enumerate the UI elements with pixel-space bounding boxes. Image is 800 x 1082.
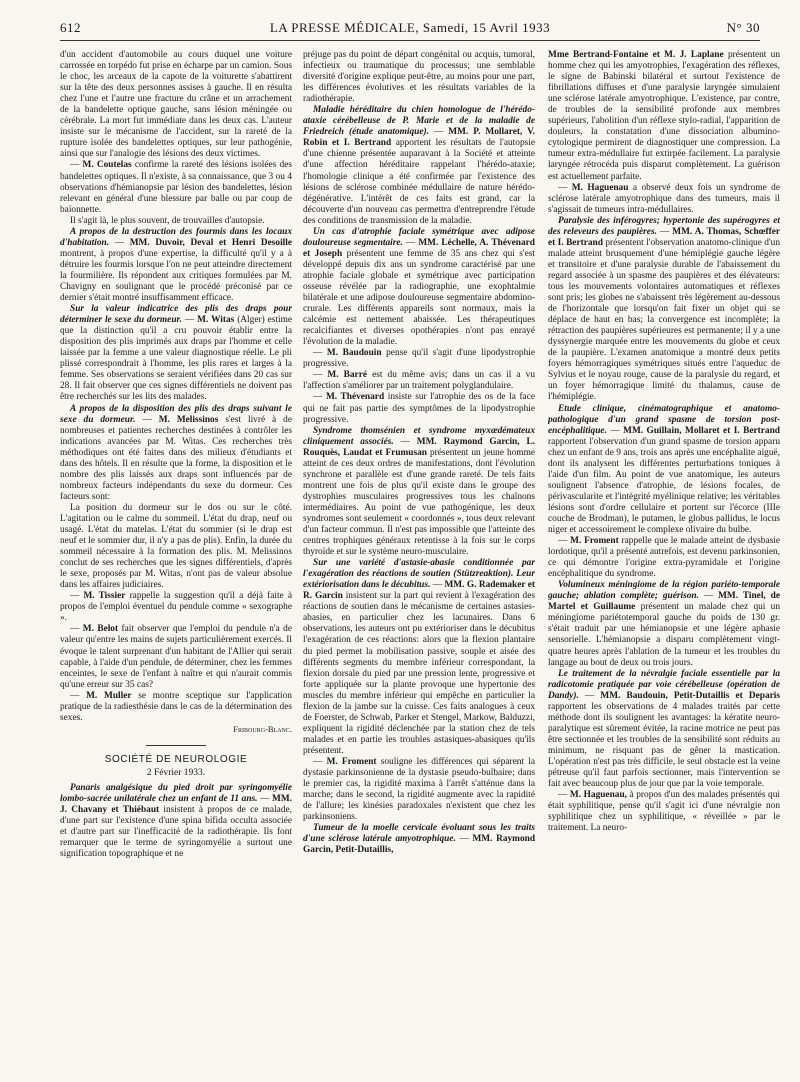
section-divider [146,745,206,746]
paragraph: Le traitement de la névralgie faciale essentielle par la radicotomie pratiquée par voie cérébelleuse (opération de Dandy). — MM. Baudouin, Petit-Dutaillis et Deparis rapportent les observations de 4 malades traités par cette méthode dont ils soulignent les avantages: la kératite neuro-paralytique est sûrement évitée, la racine motrice ne peut pas être sectionnée et les troubles de la sensibilité sont réduits au minimum, ne risquant pas de gêner la mastication. L'opération n'est pas très difficile, le seul obstacle est la veine pétreuse qu'il faut parfois sectionner, mais l'intervention se fait avec beaucoup plus de jour que par la voie temporale. [548,668,780,790]
paragraph: — M. Haguenau, à propos d'un des malades présentés qui était syphilitique, pense qu'il s'agit ici d'une névralgie non syphilitique chez un syphilitique, « réveillée » par le traitement. La neuro- [548,790,780,834]
column-2 [303,50,535,1072]
article-heading: Syndrome thomsénien et syndrome myxœdémateux cliniquement associés. [303,425,535,447]
speaker-name: MM. J. Chavany et Thiébaut [60,794,292,816]
speaker-name: M. Muller [86,690,132,701]
article-heading: Le traitement de la névralgie faciale essentielle par la radicotomie pratiquée par voie cérébelleuse (opération de Dandy). [548,668,780,701]
paragraph: La position du dormeur sur le dos ou sur le côté. L'agitation ou le calme du sommeil. L'état du drap, neuf ou usagé. L'état du matelas. L'état du sommier (si le drap est neuf et le sommier dur, il n'y a pas de plis). Enfin, la durée du sommeil nécessaire à la formation des plis. M. Melissinos conclut de ses recherches que les signes différentiels, d'après le sexe, proposés par M. Witas, n'ont pas de valeur absolue dans les affaires judiciaires. [60,502,292,591]
masthead-title: LA PRESSE MÉDICALE, Samedi, 15 Avril 1933 [269,20,551,35]
article-heading: Volumineux méningiome de la région pariéto-temporale gauche; ablation complète; guérison. [548,580,780,602]
paragraph-text: présentent un homme chez qui les amyotrophies, l'exagération des réflexes, le signe de Babinski bilatéral et surtout l'existence de fibrillations diffuses et d'une paralysie laryngée simulaient une sclérose latérale amyotrophique. L'existence, par contre, de troubles de la sensibilité profonde aux membres supérieurs, l'abolition d'un réflexe stylo-radial, l'apparition de douleurs, la constatation d'une dissociation albumino-cytologique permirent de diagnostiquer une compression. La tumeur extra-médullaire fut extirpée facilement. La paralysie laryngée rétrocéda puis disparut complètement. La guérison est actuellement parfaite. [548,50,780,182]
paragraph: — M. Froment souligne les différences qui séparent la dystasie parkinsonienne de la dystasie pseudo-bulbaire; dans le premier cas, la rigidité maxima à l'arrêt s'atténue dans la marche; dans le second, la rigidité augmente avec la rapidité de l'allure; les kinésies paradoxales n'existent que chez les parkinsoniens. [303,757,535,823]
paragraph-text: rappelle que le malade atteint de dysbasie lordotique, qu'il a présenté autrefois, est devenu parkinsonien, ce qui démontre l'origine extra-pyramidale et l'origine encéphalitique du syndrome. [548,536,780,580]
paragraph: Volumineux méningiome de la région pariéto-temporale gauche; ablation complète; guérison. — MM. Tinel, de Martel et Guillaume présentent un malade chez qui un méningiome pariétotemporal gauche du poids de 130 gr. s'était traduit par une hémianopsie et une légère aphasie sensorielle. L'hémianopsie a disparu complètement vingt-quatre heures après l'ablation de la tumeur et les troubles du langage au bout de deux ou trois jours. [548,580,780,668]
paragraph-text: a observé deux fois un syndrome de sclérose latérale amyotrophique dans des tumeurs, mais il s'agissait de tumeurs intra-médullaires. [548,182,780,215]
speaker-name: MM. Tinel, de Martel et Guillaume [548,591,780,613]
paragraph: — M. Coutelas confirme la rareté des lésions isolées des bandelettes optiques. Il n'existe, à sa connaissance, que 3 ou 4 observations d'hémianopsie par lésion des bandelettes, lésion relevant en général d'une blessure par balle ou par coup de baïonnette. [60,160,292,215]
paragraph: Syndrome thomsénien et syndrome myxœdémateux cliniquement associés. — MM. Raymond Garcin, L. Rouquès, Laudat et Frumusan présentent un jeune homme atteint de ces deux ordres de manifestations, dont l'évolution synchrone et parallèle est d'une grande rareté. De tels faits montrent une fois de plus qu'il existe dans le groupe des dystrophies musculaires progressives tous les chaînons intermédiaires. Au point de vue pathogénique, les deux syndromes sont seulement « coordonnés », tous deux relevant d'un facteur commun. Il n'est pas impossible que l'atteinte des centres trophiques généraux retentisse à la fois sur le corps thyroïde et sur le système neuro-musculaire. [303,425,535,558]
article-heading: Tumeur de la moelle cervicale évoluant sous les traits d'une sclérose latérale amyotrophique. [303,823,535,845]
paragraph: A propos de la destruction des fourmis dans les locaux d'habitation. — MM. Duvoir, Deval et Henri Desoille montrent, à propos d'une expertise, la difficulté qu'il y a à détruire les fourmis lorsque l'on ne peut atteindre directement la fourmilière. Ils répondent aux critiques formulées par M. Chavigny en soulignant que le procédé préconisé par ce dernier s'était montré insuffisamment efficace. [60,226,292,304]
speaker-name: M. Belot [82,624,119,635]
paragraph-text: à propos d'un des malades présentés qui était syphilitique, pense qu'il s'agit ici d'une névralgie non syphilitique chez un syphilitique, « réveillée » par le traitement. La neuro- [548,790,780,834]
speaker-name: MM. Raymond Garcin, L. Rouquès, Laudat et Frumusan [303,436,535,458]
speaker-name: M. Haguenau, [569,790,627,801]
paragraph: Paralysie des inférogyres; hypertonie des supérogyres et des releveurs des paupières. — MM. A. Thomas, Schœffer et I. Bertrand présentent l'observation anatomo-clinique d'un malade atteint brusquement d'une hémiplégie gauche légère et transitoire et d'une paralysie durable de l'abaissement du regard associée à un spasme des paupières et des élévateurs: tous les mouvements volontaires automatiques et réflexes sont pris; les globes ne s'abaissent très légèrement au-dessous de l'horizontale que lorsqu'on fait fixer un objet qui se déplace de haut en bas; la convergence est incomplète; la rétraction des paupières supérieures est permanente; il y a une dyssynergie marquée entre les mouvements du globe et ceux de la paupière. L'examen anatomique a montré deux petits foyers hémorragiques symétriques situés entre l'aqueduc de Sylvius et le noyau rouge, cause de la paralysie du regard, et un foyer hémorragique limité du thalamus, cause de l'hémiplégie. [548,215,780,403]
paragraph-text: est du même avis; dans un cas il a vu l'affection s'améliorer par un traitement polyglandulaire. [303,370,535,392]
paragraph-text: insistent sur la part qui revient à l'exagération des réactions de soutien dans le mécanisme de certaines astasies-abasies, en particulier chez les lacunaires. Dans 6 observations, les auteurs ont pu extérioriser dans le décubitus l'exagération de ces réactions: alors que la flexion plantaire du pied permet la mobilisation passive, souple et aisée des différents segments du membre inférieur correspondant, la flexion dorsale du pied par une pression lente, progressive et forte appliquée sur la plante provoque une hypertonie des muscles du membre inférieur qui empêche en particulier la flexion de la jambe sur la cuisse. Ces faits analogues à ceux de Foerster, de Schwab, Parker et Stengel, Markow, Balduzzi, expliquent la rigidité déclenchée par la station chez de tels malades et en partie les troubles astasiques-abasiques qu'ils présentent. [303,591,535,756]
paragraph: — M. Baudouin pense qu'il s'agit d'une lipodystrophie progressive. [303,348,535,370]
paragraph-text: insiste sur l'atrophie des os de la face qui ne fait pas partie des symptômes de la lipodystrophie progressive. [303,392,535,425]
paragraph-text: fait observer que l'emploi du pendule n'a de valeur qu'entre les mains de sujets particulièrement exercés. Il évoque le talent surprenant d'un habitant de l'Allier qui serait capable, à l'aide d'un pendule, de déterminer, chez les femmes enceintes, le sexe de l'enfant à naître et qui n'aurait commis qu'une erreur sur 35 cas? [60,624,292,690]
paragraph-text: pense qu'il s'agit d'une lipodystrophie progressive. [303,348,535,370]
speaker-name: MM. Baudouin, Petit-Dutaillis et Deparis [600,690,780,701]
paragraph: Tumeur de la moelle cervicale évoluant sous les traits d'une sclérose latérale amyotrophique. — MM. Raymond Garcin, Petit-Dutaillis, [303,823,535,856]
article-heading: A propos de la destruction des fourmis dans les locaux d'habitation. [60,226,292,248]
speaker-name: MM. Léchelle, A. Thévenard et Joseph [303,237,535,259]
paragraph: Etude clinique, cinématographique et anatomo-pathologique d'un grand spasme de torsion post-encéphalitique. — MM. Guillain, Mollaret et I. Bertrand rapportent l'observation d'un grand spasme de torsion apparu chez un enfant de 9 ans, trois ans après une encéphalite aiguë, dont ils analysent les différentes perturbations toniques à l'aide d'un film. Au point de vue anatomique, les auteurs soulignent l'absence d'atrophie, de lésions focales, de périvascularite et l'intégrité myélinique relative; les véritables lésions sont d'ordre cellulaire et portent sur l'écorce (IIIe couche de Brodman), le putamen, le globus pallidus, le locus niger et accessoirement le complexe olivaire du bulbe. [548,403,780,536]
issue-number: N° 30 [726,20,760,35]
paragraph-text: montrent, à propos d'une expertise, la difficulté qu'il y a à détruire les fourmis lorsque l'on ne peut atteindre directement la fourmilière. Ils répondent aux critiques formulées par M. Chavigny en soulignant que le procédé préconisé par ce dernier s'était montré insuffisamment efficace. [60,248,292,304]
paragraph-text: s'est livré à de nombreuses et patientes recherches destinées à contrôler les indications avancées par M. Witas. Ces recherches très méthodiques ont été faites dans des milieux d'étudiants et dans des hôtels. Il en résulte que la forme, la disposition et le nombre des plis laissés aux draps sont influencés par de nombreux facteurs indépendants du sexe du dormeur. Ces facteurs sont: [60,414,292,502]
paragraph: Il s'agit là, le plus souvent, de trouvailles d'autopsie. [70,215,265,226]
page-number: 612 [60,20,81,35]
speaker-name: MM. A. Thomas, Schœffer et I. Bertrand [548,226,780,248]
paragraph: A propos de la disposition des plis des draps suivant le sexe du dormeur. — M. Melissinos s'est livré à de nombreuses et patientes recherches destinées à contrôler les indications avancées par M. Witas. Ces recherches très méthodiques ont été faites dans des milieux d'étudiants et dans des hôtels. Il en résulte que la forme, la disposition et le nombre des plis laissés aux draps sont influencés par de nombreux facteurs indépendants du sexe du dormeur. Ces facteurs sont: [60,403,292,502]
paragraph: — M. Haguenau a observé deux fois un syndrome de sclérose latérale amyotrophique dans des tumeurs, mais il s'agissait de tumeurs intra-médullaires. [548,182,780,215]
article-heading: A propos de la disposition des plis des draps suivant le sexe du dormeur. [60,403,292,425]
paragraph-text: rapportent l'observation d'un grand spasme de torsion apparu chez un enfant de 9 ans, trois ans après une encéphalite aiguë, dont ils analysent les différentes perturbations toniques à l'aide d'un film. Au point de vue anatomique, les auteurs soulignent l'absence d'atrophie, de lésions focales, de périvascularite et l'intégrité myélinique relative; les véritables lésions sont d'ordre cellulaire et portent sur l'écorce (IIIe couche de Brodman), le putamen, le globus pallidus, le locus niger et accessoirement le complexe olivaire du bulbe. [548,436,780,536]
speaker-name: M. Witas [197,315,235,326]
speaker-name: M. Coutelas [82,160,132,171]
paragraph-text: rapportent les observations de 4 malades traités par cette méthode dont ils soulignent les avantages: la kératite neuro-paralytique est sûrement évitée, la racine motrice ne peut pas être sectionnée et les troubles de la sensibilité sont réduits au minimum, ne risquant pas de gêner la mastication. L'opération n'est pas très difficile, le seul obstacle est la veine pétreuse qu'il faut parfois sectionner, mais l'intervention se fait avec beaucoup plus de jour que par la voie temporale. [548,701,780,790]
section-date: 2 Février 1933. [146,767,206,778]
speaker-name: MM. P. Mollaret, V. Robin et I. Bertrand [303,127,535,149]
article-heading: Sur une variété d'astasie-abasie conditionnée par l'exagération des réactions de soutien (Stützreaktion). Leur extériorisation dans le décubitus. [303,558,535,591]
paragraph: Un cas d'atrophie faciale symétrique avec adipose douloureuse segmentaire. — MM. Léchelle, A. Thévenard et Joseph présentent une femme de 35 ans chez qui s'est développé depuis dix ans un syndrome caractérisé par une atrophie faciale globale et symétrique avec participation osseuse révélée par la radiographie, une exophtalmie bilatérale et une adipose douloureuse segmentaire abdomino-crurale. Les différents appareils sont normaux, mais la calcémie est nettement abaissée. Les thérapeutiques recalcifiantes et diverses opothérapies n'ont pas enrayé l'évolution de la maladie. [303,226,535,348]
speaker-name: M. Thévenard [325,392,385,403]
paragraph [548,50,780,183]
paragraph: — M. Thévenard insiste sur l'atrophie des os de la face qui ne fait pas partie des symptômes de la lipodystrophie progressive. [303,392,535,425]
paragraph: préjuge pas du point de départ congénital ou acquis, tumoral, infectieux ou traumatique du processus; une semblable diversité d'origine explique peut-être, au moins pour une part, les différences évolutives et les résultats variables de la radiothérapie. [303,50,535,105]
speaker-name: M. Barré [327,370,367,381]
paragraph-text: rappelle la suggestion qu'il a déjà faite à propos de l'emploi éventuel du pendule comme « sexographe ». [60,591,292,624]
paragraph-text: présentent l'observation anatomo-clinique d'un malade atteint brusquement d'une hémiplégie gauche légère et transitoire et d'une paralysie durable de l'abaissement du regard associée à un spasme des paupières et des élévateurs: tous les mouvements volontaires automatiques et réflexes sont pris; les globes ne s'abaissent très légèrement au-dessous de l'horizontale que lorsqu'on fait fixer un objet qui se déplace de haut en bas; la convergence est incomplète; la rétraction des paupières supérieures est permanente; il y a une dyssynergie marquée entre les mouvements du globe et ceux de la paupière. L'examen anatomique a montré deux petits foyers hémorragiques symétriques situés entre l'aqueduc de Sylvius et le noyau rouge, cause de la paralysie du regard, et un foyer hémorragique limité du thalamus, cause de l'hémiplégie. [548,237,780,403]
paragraph-text: insistent à propos de ce malade, d'une part sur l'existence d'une spina bifida occulta associée et d'autre part sur l'inefficacité de la radiothérapie. Ils font remarquer que le terme de syringomyélie a surtout une signification topographique et ne [60,805,292,860]
speaker-name: MM. Duvoir, Deval et Henri Desoille [129,237,292,248]
paragraph: Panaris analgésique du pied droit par syringomyélie lombo-sacrée unilatérale chez un enfant de 11 ans. — MM. J. Chavany et Thiébaut insistent à propos de ce malade, d'une part sur l'existence d'une spina bifida occulta associée et d'autre part sur l'inefficacité de la radiothérapie. Ils font remarquer que le terme de syringomyélie a surtout une signification topographique et ne [60,783,292,860]
section-title: SOCIÉTÉ DE NEUROLOGIE [104,753,248,765]
paragraph: — M. Belot fait observer que l'emploi du pendule n'a de valeur qu'entre les mains de sujets particulièrement exercés. Il évoque le talent surprenant d'un habitant de l'Allier qui serait capable, à l'aide d'un pendule, de déterminer, chez les femmes enceintes, le sexe de l'enfant à naître et qui n'aurait commis qu'une erreur sur 35 cas? [60,624,292,690]
paragraph: — M. Barré est du même avis; dans un cas il a vu l'affection s'améliorer par un traitement polyglandulaire. [303,370,535,392]
page-header [60,18,760,41]
article-heading: Panaris analgésique du pied droit par syringomyélie lombo-sacrée unilatérale chez un enfant de 11 ans. [60,783,292,805]
speaker-name: M. Baudouin [326,348,382,359]
speaker-name: MM. G. Rademaker et R. Garcin [303,580,535,602]
author-signature: Fribourg-Blanc. [233,723,292,734]
speaker-name: M. Froment [326,757,377,767]
speaker-name: M. Melissinos [158,414,219,425]
paragraph: d'un accident d'automobile au cours duquel une voiture carrossée en torpédo fut prise en écharpe par un camion. Sous le choc, les arceaux de la capote de la voiturette s'abattirent sur la tête des deux personnes assises à gauche. Il en résulta chez l'une et l'autre une fracture du crâne et un arrachement de la bandelette optique gauche, sans lésion méningée ou cérébrale. La mort fut immédiate dans les deux cas. L'auteur insiste sur le mécanisme de l'accident, sur la rareté de la rupture isolée des bandelettes optiques, sur leur pathogénie, ainsi que sur l'analogie des lésions des deux victimes. [60,50,292,160]
paragraph-text: (Alger) estime que la distinction qu'il a cru pouvoir établir entre la disposition des plis imprimés aux draps par l'homme et celle laissée par la femme a une valeur diagnostique réelle. Le pli plissé correspondrait à l'homme, les plis rares et larges à la femme. Ses observations se seraient vérifiées dans 20 cas sur 28. Il fait observer que ces signes différentiels ne doivent pas être recherchés sur les lits des malades. [60,315,292,403]
speaker-name: M. Tissier [83,591,126,602]
article-heading: Etude clinique, cinématographique et anatomo-pathologique d'un grand spasme de torsion post-encéphalitique. [548,403,780,436]
paragraph-text: se montre sceptique sur l'application pratique de la radiesthésie dans le cas de la détermination des sexes. [60,690,292,723]
speaker-name: MM. Guillain, Mollaret et I. Bertrand [623,425,780,436]
speaker-name: Mme Bertrand-Fontaine et M. J. Laplane [548,50,724,60]
paragraph-text: présentent un jeune homme atteint de ces deux ordres de manifestations, dont l'évolution synchrone et parallèle est d'une grande rareté. De tels faits montrent une fois de plus qu'il existe dans le groupe des dystrophies musculaires progressives tous les chaînons intermédiaires. Au point de vue pathogénique, les deux syndromes sont seulement « coordonnés », tous deux relevant d'un facteur commun. Il n'est pas impossible que l'atteinte des centres trophiques généraux retentisse à la fois sur le corps thyroïde et sur le système neuro-musculaire. [303,447,535,558]
paragraph-text: présentent un malade chez qui un méningiome pariétotemporal gauche du poids de 130 gr. s'était traduit par une hémianopsie et une légère aphasie sensorielle. L'hémianopsie a disparu complètement vingt-quatre heures après l'ablation de la tumeur et les troubles du langage au bout de deux ou trois jours. [548,602,780,668]
speaker-name: M. Haguenau [571,182,629,193]
paragraph: — M. Froment rappelle que le malade atteint de dysbasie lordotique, qu'il a présenté autrefois, est devenu parkinsonien, ce qui démontre l'origine extra-pyramidale et l'origine encéphalitique du syndrome. [548,536,780,580]
speaker-name: M. Froment [570,536,619,547]
article-heading: Sur la valeur indicatrice des plis des draps pour déterminer le sexe du dormeur. [60,304,292,326]
paragraph-text: souligne les différences qui séparent la dystasie parkinsonienne de la dystasie pseudo-bulbaire; dans le premier cas, la rigidité maxima à l'arrêt s'atténue dans la marche; dans le second, la rigidité augmente avec la rapidité de l'allure; les kinésies paradoxales n'existent que chez les parkinsoniens. [303,757,535,823]
paragraph: Sur une variété d'astasie-abasie conditionnée par l'exagération des réactions de soutien (Stützreaktion). Leur extériorisation dans le décubitus. — MM. G. Rademaker et R. Garcin insistent sur la part qui revient à l'exagération des réactions de soutien dans le mécanisme de certaines astasies-abasies, en particulier chez les lacunaires. Dans 6 observations, les auteurs ont pu extérioriser dans le décubitus l'exagération de ces réactions: alors que la flexion plantaire du pied permet la mobilisation passive, souple et aisée des différents segments du membre inférieur correspondant, la flexion dorsale du pied par une pression lente, progressive et forte appliquée sur la plante provoque une hypertonie des muscles du membre inférieur qui empêche en particulier la flexion de la jambe sur la cuisse. Ces faits analogues à ceux de Foerster, de Schwab, Parker et Stengel, Markow, Balduzzi, expliquent la rigidité déclenchée par la station chez de tels malades et en partie les troubles astasiques-abasiques qu'ils présentent. [303,558,535,756]
article-heading: Un cas d'atrophie faciale symétrique avec adipose douloureuse segmentaire. [303,226,535,248]
paragraph: — M. Muller se montre sceptique sur l'application pratique de la radiesthésie dans le cas de la détermination des sexes. [60,690,292,723]
column-1 [60,50,292,1072]
paragraph-text: confirme la rareté des lésions isolées des bandelettes optiques. Il n'existe, à sa connaissance, que 3 ou 4 observations d'hémianopsie par lésion des bandelettes, lésion relevant en général d'une blessure par balle ou par coup de baïonnette. [60,160,292,215]
paragraph: Sur la valeur indicatrice des plis des draps pour déterminer le sexe du dormeur. — M. Witas (Alger) estime que la distinction qu'il a cru pouvoir établir entre la disposition des plis imprimés aux draps par l'homme et celle laissée par la femme a une valeur diagnostique réelle. Le pli plissé correspondrait à l'homme, les plis rares et larges à la femme. Ses observations se seraient vérifiées dans 20 cas sur 28. Il fait observer que ces signes différentiels ne doivent pas être recherchés sur les lits des malades. [60,304,292,403]
article-heading: Paralysie des inférogyres; hypertonie des supérogyres et des releveurs des paupières. [548,215,780,237]
speaker-name: MM. Raymond Garcin, Petit-Dutaillis, [303,834,535,856]
paragraph-text: présentent une femme de 35 ans chez qui s'est développé depuis dix ans un syndrome caractérisé par une atrophie faciale globale et symétrique avec participation osseuse révélée par la radiographie, une exophtalmie bilatérale et une adipose douloureuse segmentaire abdomino-crurale. Les différents appareils sont normaux, mais la calcémie est nettement abaissée. Les thérapeutiques recalcifiantes et diverses opothérapies n'ont pas enrayé l'évolution de la maladie. [303,248,535,348]
paragraph: — M. Tissier rappelle la suggestion qu'il a déjà faite à propos de l'emploi éventuel du pendule comme « sexographe ». [60,591,292,624]
article-heading: Maladie héréditaire du chien homologue de l'hérédo-ataxie cérébelleuse de P. Marie et de la maladie de Friedreich (étude anatomique). [303,105,535,138]
paragraph-text: apportent les résultats de l'autopsie d'une chienne présentée auparavant à la Société et atteinte d'une affection héréditaire rappelant l'hérédo-ataxie; l'homologie clinique a été confirmée par l'existence des lésions de sclérose combinée médullaire de nature hérédo-dégénérative. L'intérêt de ces faits est grand, car la découverte d'un nouveau cas permettra d'entreprendre l'étude des conditions de transmission de la maladie. [303,138,535,226]
paragraph: Maladie héréditaire du chien homologue de l'hérédo-ataxie cérébelleuse de P. Marie et de la maladie de Friedreich (étude anatomique). — MM. P. Mollaret, V. Robin et I. Bertrand apportent les résultats de l'autopsie d'une chienne présentée auparavant à la Société et atteinte d'une affection héréditaire rappelant l'hérédo-ataxie; l'homologie clinique a été confirmée par l'existence des lésions de sclérose combinée médullaire de nature hérédo-dégénérative. L'intérêt de ces faits est grand, car la découverte d'un nouveau cas permettra d'entreprendre l'étude des conditions de transmission de la maladie. [303,105,535,226]
column-3 [548,50,780,1072]
